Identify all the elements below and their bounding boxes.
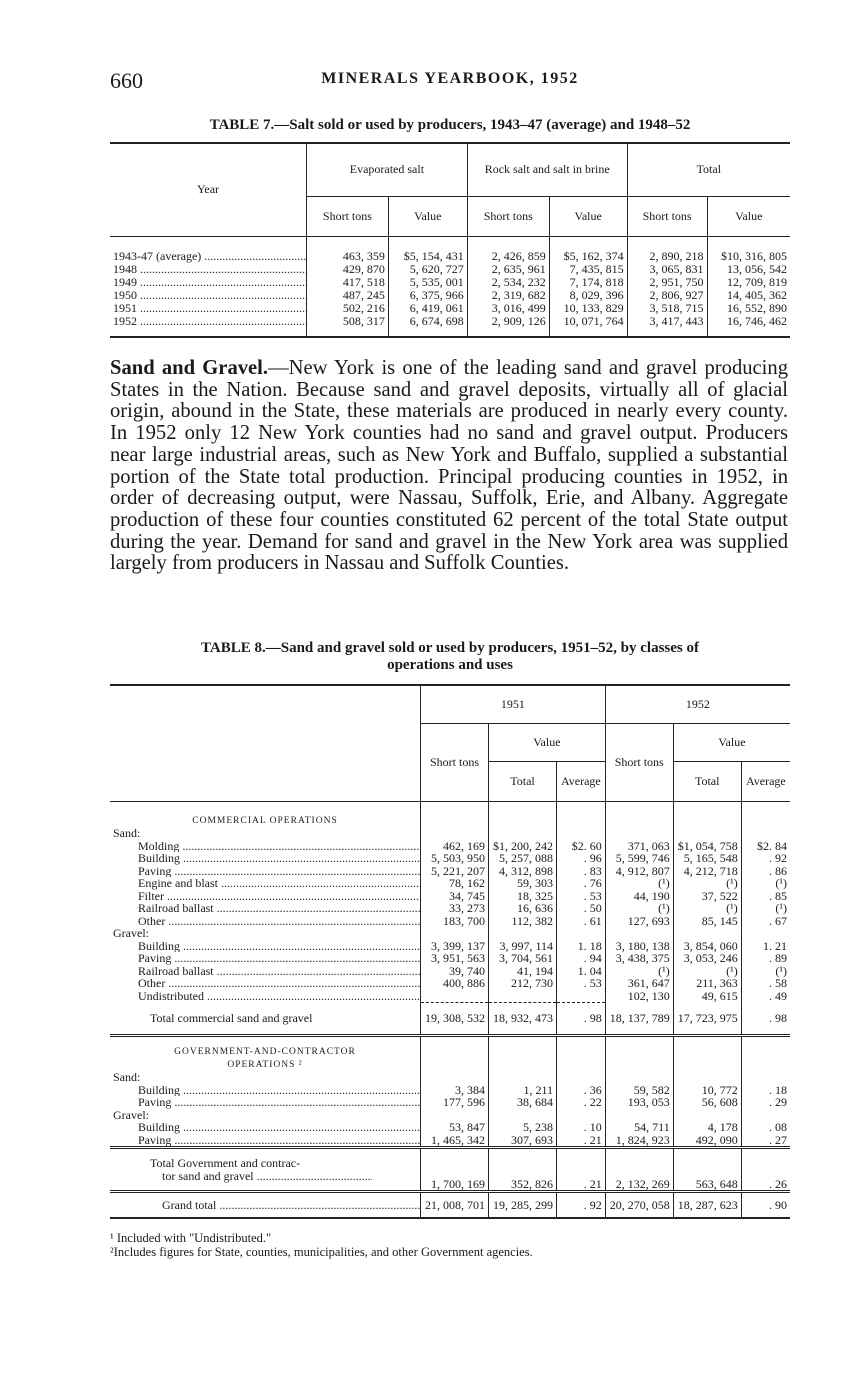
table-cell: 1. 04 [557,965,606,978]
table8 [110,684,790,1219]
table-cell [741,827,790,840]
table-cell [673,827,741,840]
header-1952: 1952 [605,685,790,723]
table-cell [673,1071,741,1084]
row-label: Building ..... [110,940,421,953]
paragraph-heading: Sand and Gravel. [110,357,269,379]
table-cell: 102, 130 [605,990,673,1003]
table-cell: 41, 194 [489,965,557,978]
table-cell: 112, 382 [489,915,557,928]
table-cell [489,990,557,1003]
table-cell: 6, 375, 966 [388,289,467,302]
table-cell [489,1071,557,1084]
spacer-cell [110,236,307,250]
table8-body [110,801,790,1218]
table-cell: . 98 [741,1002,790,1035]
table-cell: . 86 [741,865,790,878]
row-label: Other ..... [110,977,421,990]
subheader: Short tons [467,196,549,236]
table-cell: 49, 615 [673,990,741,1003]
table-cell: 16, 636 [489,902,557,915]
spacer-cell [707,236,790,250]
table-cell: 4, 212, 718 [673,865,741,878]
row-label: Paving ..... [110,1096,421,1109]
table-row [110,1192,790,1218]
row-label: Filter ..... [110,890,421,903]
row-label: Railroad ballast ..... [110,965,421,978]
table-cell: 352, 826 [489,1148,557,1192]
table-cell: (¹) [605,965,673,978]
table-cell: 12, 709, 819 [707,276,790,289]
table-cell [489,927,557,940]
table-row [110,977,790,990]
table-cell: 2, 426, 859 [467,250,549,263]
table-cell: 1, 465, 342 [421,1134,489,1148]
section-heading-line: OPERATIONS ² [227,1059,303,1070]
empty-cell [605,801,673,827]
table-cell [421,927,489,940]
table-cell [605,1071,673,1084]
table-row [110,1071,790,1084]
table-cell: 5, 535, 001 [388,276,467,289]
row-label: Undistributed ..... [110,990,421,1003]
table-cell: 1, 700, 169 [421,1148,489,1192]
table7-caption: TABLE 7.—Salt sold or used by producers, 1943–47 (average) and 1948–52 [209,117,691,133]
table-row [110,315,790,337]
table-cell: . 21 [557,1134,606,1148]
table-cell: 18, 325 [489,890,557,903]
row-label: Paving ..... [110,952,421,965]
table-cell: 1, 824, 923 [605,1134,673,1148]
section-heading [110,801,421,827]
table-cell: (¹) [673,965,741,978]
running-head: MINERALS YEARBOOK, 1952 [321,70,579,87]
table-cell: 7, 435, 815 [549,263,627,276]
table-cell: 18, 287, 623 [673,1192,741,1218]
row-year: 1949 ..... [110,276,307,289]
header-average-1951: Average [557,761,606,801]
table-row [110,1148,790,1192]
table-cell: . 98 [557,1002,606,1035]
header-rock-salt: Rock salt and salt in brine [467,143,627,196]
table-row [110,1121,790,1134]
subheader: Value [707,196,790,236]
table-cell [489,827,557,840]
table-cell: 3, 399, 137 [421,940,489,953]
table-cell: 5, 257, 088 [489,852,557,865]
header-short-tons-1952: Short tons [605,723,673,801]
table-cell: . 21 [557,1148,606,1192]
table-cell [421,827,489,840]
empty-cell [557,1035,606,1071]
table-cell: 5, 620, 727 [388,263,467,276]
table-cell: 13, 056, 542 [707,263,790,276]
row-label: Sand: [113,1071,141,1084]
table-cell: 10, 071, 764 [549,315,627,337]
page-number: 660 [110,68,143,93]
table-cell: . 29 [741,1096,790,1109]
table-cell [741,1071,790,1084]
row-label: Total commercial sand and gravel [110,1002,421,1035]
header-blank [110,685,421,801]
table-cell: 417, 518 [307,276,389,289]
table-cell: 3, 384 [421,1084,489,1097]
table-cell: 193, 053 [605,1096,673,1109]
table-cell: 8, 029, 396 [549,289,627,302]
subheader: Value [388,196,467,236]
table-cell: 19, 285, 299 [489,1192,557,1218]
table-cell: 3, 016, 499 [467,302,549,315]
table-cell: $2. 60 [557,840,606,853]
table-cell: 361, 647 [605,977,673,990]
table-cell: 44, 190 [605,890,673,903]
row-label: Grand total ..... [110,1192,421,1218]
table-cell: 487, 245 [307,289,389,302]
table-cell: . 96 [557,852,606,865]
subheader: Short tons [307,196,389,236]
table-cell: $1, 054, 758 [673,840,741,853]
table-cell: . 76 [557,877,606,890]
table-cell: 211, 363 [673,977,741,990]
row-year: 1950 ..... [110,289,307,302]
table-cell: 6, 419, 061 [388,302,467,315]
table-cell: . 53 [557,977,606,990]
section-government [110,1035,790,1071]
table-cell [557,927,606,940]
table-cell: (¹) [673,902,741,915]
row-label [110,1148,421,1192]
header-total: Total [627,143,790,196]
header-year: Year [110,143,307,236]
header-average-1952: Average [741,761,790,801]
header-total-1952: Total [673,761,741,801]
table-cell: . 36 [557,1084,606,1097]
table-cell: 2, 534, 232 [467,276,549,289]
table-cell: 177, 596 [421,1096,489,1109]
table-cell: 371, 063 [605,840,673,853]
table-cell: 5, 503, 950 [421,852,489,865]
table-cell: 4, 312, 898 [489,865,557,878]
header-short-tons-1951: Short tons [421,723,489,801]
table-cell: 2, 951, 750 [627,276,707,289]
table-cell: . 10 [557,1121,606,1134]
section-heading-line: GOVERNMENT-AND-CONTRACTOR [174,1047,356,1057]
row-label-line: Total Government and contrac- [150,1155,301,1170]
table-cell: 1, 211 [489,1084,557,1097]
section-commercial [110,801,790,827]
table-cell: . 89 [741,952,790,965]
table-cell: . 18 [741,1084,790,1097]
header-total-1951: Total [489,761,557,801]
table-cell: $10, 316, 805 [707,250,790,263]
table-cell: (¹) [741,965,790,978]
table-row [110,915,790,928]
table-row [110,990,790,1003]
table-cell [557,1071,606,1084]
table-cell: 3, 065, 831 [627,263,707,276]
row-label: Engine and blast ..... [110,877,421,890]
row-year: 1951 ..... [110,302,307,315]
table-cell: 59, 303 [489,877,557,890]
table-cell: 3, 951, 563 [421,952,489,965]
table-cell: 7, 174, 818 [549,276,627,289]
table-cell: 183, 700 [421,915,489,928]
table-cell: (¹) [605,877,673,890]
table-row [110,827,790,840]
table-cell: . 08 [741,1121,790,1134]
table-cell: 3, 180, 138 [605,940,673,953]
table-cell: . 92 [557,1192,606,1218]
table-cell: . 22 [557,1096,606,1109]
table-row [110,927,790,940]
table-cell: 502, 216 [307,302,389,315]
empty-cell [673,801,741,827]
table-cell: 5, 238 [489,1121,557,1134]
page-header [110,68,790,98]
table-cell [421,990,489,1003]
table-cell: 1. 21 [741,940,790,953]
table-cell: 3, 518, 715 [627,302,707,315]
section-heading [110,1035,421,1071]
table-cell: 5, 599, 746 [605,852,673,865]
table-cell: 2, 635, 961 [467,263,549,276]
table-cell [605,927,673,940]
table-cell: 429, 870 [307,263,389,276]
table-cell: 21, 008, 701 [421,1192,489,1218]
table-cell: . 58 [741,977,790,990]
table-cell: 127, 693 [605,915,673,928]
table-cell: 16, 552, 890 [707,302,790,315]
table-cell: 462, 169 [421,840,489,853]
table-cell: $5, 154, 431 [388,250,467,263]
table-cell [557,990,606,1003]
empty-cell [421,801,489,827]
row-year: 1948 ..... [110,263,307,276]
table-cell: $5, 162, 374 [549,250,627,263]
table-cell: 19, 308, 532 [421,1002,489,1035]
table-cell: 53, 847 [421,1121,489,1134]
table-cell: 39, 740 [421,965,489,978]
row-label: Gravel: [113,927,149,940]
table-cell: (¹) [741,902,790,915]
table-cell: . 53 [557,890,606,903]
table-cell: $1, 200, 242 [489,840,557,853]
table-cell: . 50 [557,902,606,915]
row-year: 1952 ..... [110,315,307,337]
table-cell: 2, 909, 126 [467,315,549,337]
subheader: Value [549,196,627,236]
table-cell: (¹) [741,877,790,890]
table-cell: 492, 090 [673,1134,741,1148]
footnote-2: ²Includes figures for State, counties, municipalities, and other Government agencies. [110,1245,533,1259]
table-cell: 10, 133, 829 [549,302,627,315]
table-cell: . 49 [741,990,790,1003]
empty-cell [741,801,790,827]
row-label: Paving ..... [110,1134,421,1148]
spacer-cell [467,236,549,250]
subheader: Short tons [627,196,707,236]
spacer-cell [388,236,467,250]
empty-cell [489,1035,557,1071]
table-cell: 16, 746, 462 [707,315,790,337]
paragraph-text: —New York is one of the leading sand and gravel producing States in the Nation. Because sand and gravel deposits, virtually all of glacial origin, abound in the State, these materials are produced in nearly every county. In 1952 only 12 New York counties had no sand and gravel output. Producers near large industrial areas, such as New York and Buffalo, supplied a substantial portion of the State total production. Principal producing counties in 1952, in order of decreasing output, were Nassau, Suffolk, Erie, and Albany. Aggregate production of these four counties constituted 62 percent of the total State output during the year. Demand for sand and gravel in the New York area was supplied largely from producers in Nassau and Suffolk Counties. [110,357,788,575]
table-cell: 2, 890, 218 [627,250,707,263]
table-cell [741,927,790,940]
table-cell: 212, 730 [489,977,557,990]
table-cell [605,827,673,840]
row-label: Paving ..... [110,865,421,878]
footnote-1: ¹ Included with "Undistributed." [110,1231,272,1245]
empty-cell [673,1035,741,1071]
row-label: Railroad ballast ..... [110,902,421,915]
table-cell: 18, 137, 789 [605,1002,673,1035]
table8-caption-line2: operations and uses [387,657,513,673]
table7 [110,142,790,338]
table-cell: 3, 704, 561 [489,952,557,965]
table-cell: (¹) [673,877,741,890]
table-cell: 59, 582 [605,1084,673,1097]
empty-cell [421,1035,489,1071]
table-row [110,1134,790,1148]
table-cell: . 85 [741,890,790,903]
table-cell: 5, 221, 207 [421,865,489,878]
row-label: Other ..... [110,915,421,928]
table-cell: . 94 [557,952,606,965]
table-cell: 20, 270, 058 [605,1192,673,1218]
table-cell: 3, 854, 060 [673,940,741,953]
table-cell: 307, 693 [489,1134,557,1148]
table-cell: $2. 84 [741,840,790,853]
table-cell: 400, 886 [421,977,489,990]
table-cell: 563, 648 [673,1148,741,1192]
table-cell: . 83 [557,865,606,878]
spacer-cell [627,236,707,250]
header-1951: 1951 [421,685,606,723]
table-cell: 3, 417, 443 [627,315,707,337]
spacer-cell [307,236,389,250]
table-cell: . 92 [741,852,790,865]
table8-caption [110,640,790,674]
table-cell: 3, 438, 375 [605,952,673,965]
table-cell: 463, 359 [307,250,389,263]
empty-cell [605,1035,673,1071]
table8-caption-line1: TABLE 8.—Sand and gravel sold or used by producers, 1951–52, by classes of [201,640,699,656]
table-cell: 14, 405, 362 [707,289,790,302]
table-cell [673,927,741,940]
empty-cell [557,801,606,827]
table-cell: 6, 674, 698 [388,315,467,337]
table-cell: 78, 162 [421,877,489,890]
table-cell: 18, 932, 473 [489,1002,557,1035]
table-cell: 3, 997, 114 [489,940,557,953]
table-cell: . 67 [741,915,790,928]
table-row [110,902,790,915]
table-cell: . 61 [557,915,606,928]
footnotes [110,1231,790,1259]
row-label: Molding ..... [110,840,421,853]
table-cell: 508, 317 [307,315,389,337]
table-cell: 4, 912, 807 [605,865,673,878]
table-cell: 17, 723, 975 [673,1002,741,1035]
header-value-1952: Value [673,723,790,761]
table-cell: 85, 145 [673,915,741,928]
table-cell: 54, 711 [605,1121,673,1134]
table-row [110,852,790,865]
table-cell: 4, 178 [673,1121,741,1134]
table-cell: 38, 684 [489,1096,557,1109]
row-label: Sand: [113,827,141,840]
spacer-cell [549,236,627,250]
row-year: 1943-47 (average) ..... [110,250,307,263]
table-row [110,877,790,890]
table-cell: . 90 [741,1192,790,1218]
table-cell: 34, 745 [421,890,489,903]
row-label: Building ..... [110,1121,421,1134]
table-cell [421,1071,489,1084]
table-cell: 1. 18 [557,940,606,953]
table-cell: 10, 772 [673,1084,741,1097]
sand-gravel-paragraph [110,358,788,575]
empty-cell [741,1035,790,1071]
table-cell: 5, 165, 548 [673,852,741,865]
table-cell: (¹) [605,902,673,915]
table-cell: 2, 806, 927 [627,289,707,302]
table-row [110,952,790,965]
table-cell [557,827,606,840]
row-label: Building ..... [110,852,421,865]
table-cell: 2, 132, 269 [605,1148,673,1192]
row-label: Building ..... [110,1084,421,1097]
table-row [110,1002,790,1035]
table-cell: . 26 [741,1148,790,1192]
table7-body [110,236,790,337]
table-cell: 3, 053, 246 [673,952,741,965]
table-cell: . 27 [741,1134,790,1148]
empty-cell [489,801,557,827]
table-cell: 33, 273 [421,902,489,915]
table-cell: 37, 522 [673,890,741,903]
table-row [110,1096,790,1109]
header-value-1951: Value [489,723,606,761]
row-label: Gravel: [113,1108,149,1121]
row-label-line: tor sand and gravel ..... [150,1170,372,1183]
section-heading-line: COMMERCIAL OPERATIONS [192,815,338,826]
table-cell: 2, 319, 682 [467,289,549,302]
header-evaporated: Evaporated salt [307,143,468,196]
table-cell: 56, 608 [673,1096,741,1109]
